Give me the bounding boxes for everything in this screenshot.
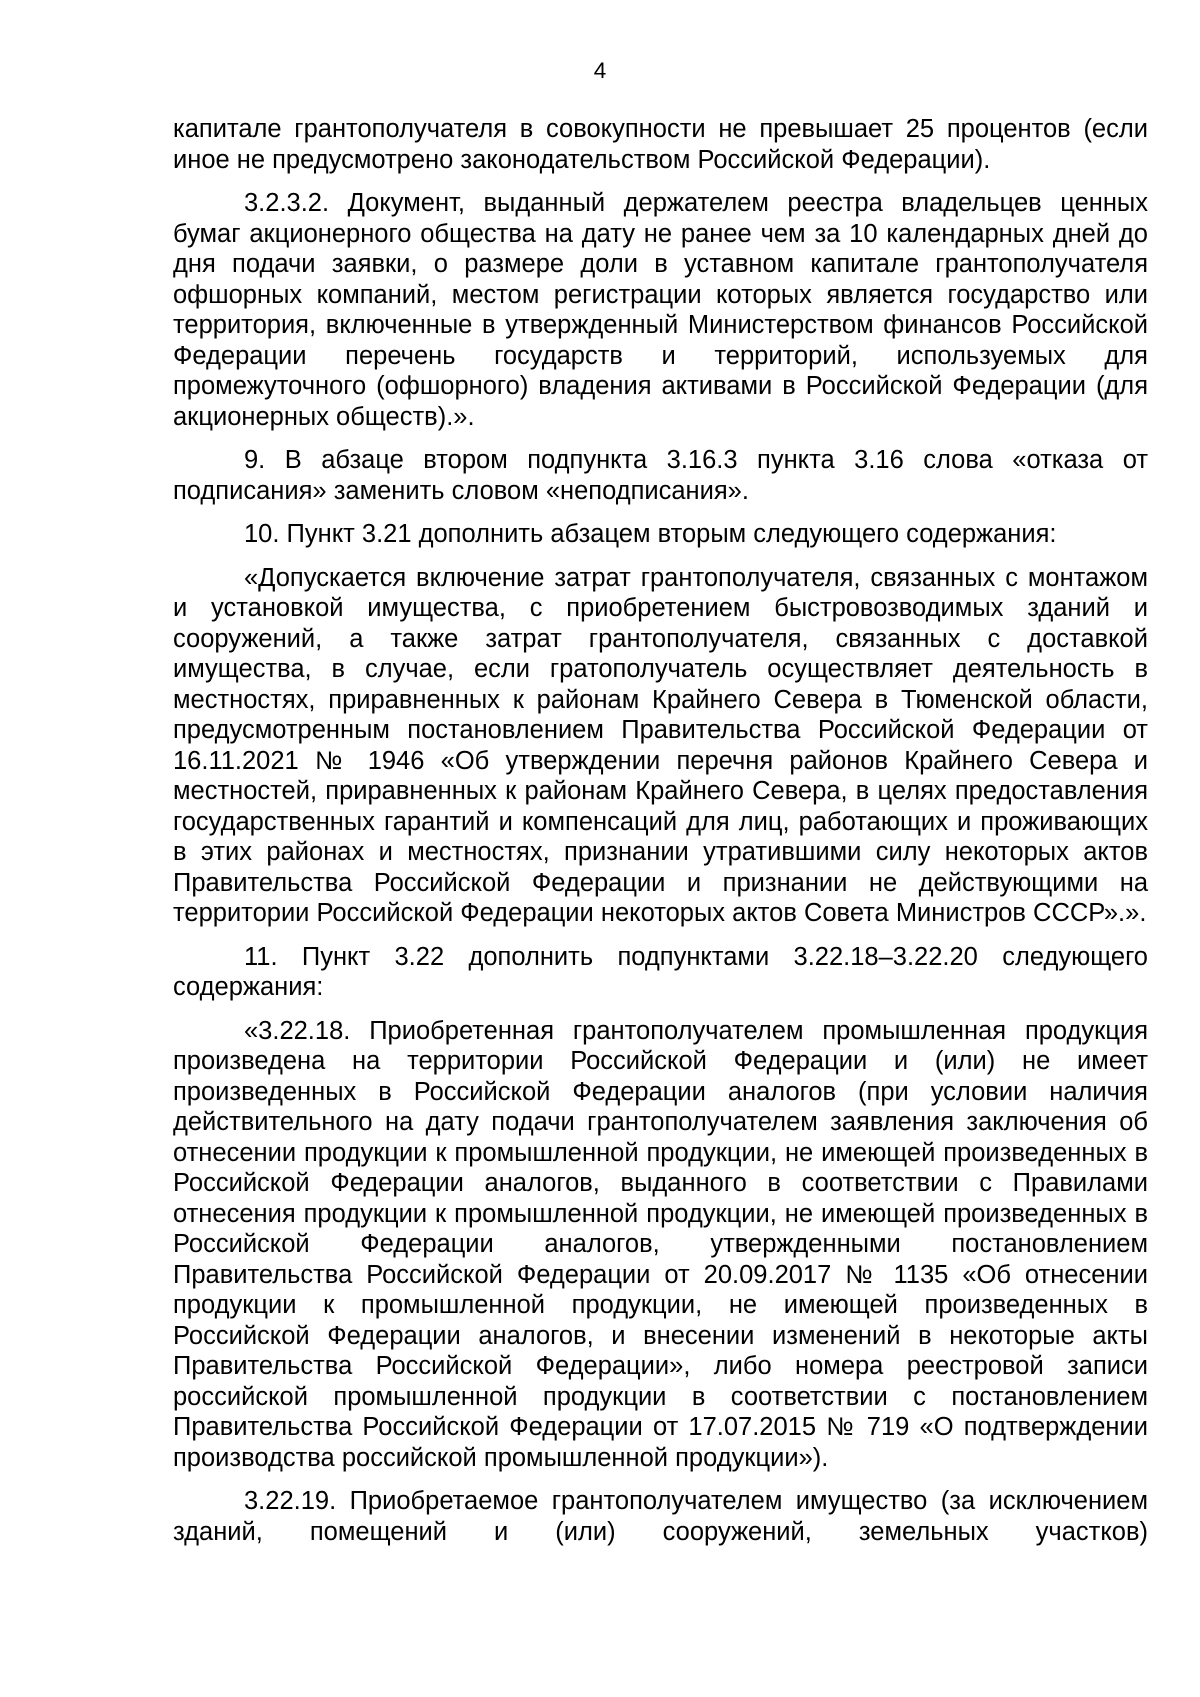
- paragraph-item-10: 10. Пункт 3.21 дополнить абзацем вторым следующего содержания:: [244, 520, 1057, 548]
- paragraph-capital-continuation: капитале грантополучателя в совокупности не превышает 25 процентов (если иное не предусмотрено законодательством Российской Федерации).: [173, 115, 1148, 174]
- paragraph-item-9: 9. В абзаце втором подпункта 3.16.3 пункта 3.16 слова «отказа от подписания» заменить словом «неподписания».: [173, 446, 1148, 505]
- paragraph-item-10-quote: «Допускается включение затрат грантополучателя, связанных с монтажом и установкой имущества, с приобретением быстровозводимых зданий и сооружений, а также затрат грантополучателя, связанных с доставкой имущества, в случае, если гратополучатель осуществляет деятельность в местностях, приравненных к районам Крайнего Севера в Тюменской области, предусмотренным постановлением Правительства Российской Федерации от 16.11.2021 № 1946 «Об утверждении перечня районов Крайнего Севера и местностей, приравненных к районам Крайнего Севера, в целях предоставления государственных гарантий и компенсаций для лиц, работающих и проживающих в этих районах и местностях, признании утратившими силу некоторых актов Правительства Российской Федерации и признании не действующими на территории Российской Федерации некоторых актов Совета Министров СССР».».: [173, 563, 1148, 927]
- paragraph-3-22-19: 3.22.19. Приобретаемое грантополучателем имущество (за исключением зданий, помещений и (или) сооружений, земельных участков): [173, 1487, 1148, 1546]
- page-number: 4: [593, 58, 607, 83]
- paragraph-item-11: 11. Пункт 3.22 дополнить подпунктами 3.22.18–3.22.20 следующего содержания:: [173, 942, 1148, 1001]
- paragraph-3-2-3-2: 3.2.3.2. Документ, выданный держателем реестра владельцев ценных бумаг акционерного общества на дату не ранее чем за 10 календарных дней до дня подачи заявки, о размере доли в уставном капитале грантополучателя офшорных компаний, местом регистрации которых является государство или территория, включенные в утвержденный Министерством финансов Российской Федерации перечень государств и территорий, используемых для промежуточного (офшорного) владения активами в Российской Федерации (для акционерных обществ).».: [173, 189, 1148, 431]
- document-body: [173, 114, 1148, 1560]
- paragraph-3-22-18: «3.22.18. Приобретенная грантополучателем промышленная продукция произведена на территории Российской Федерации и (или) не имеет произведенных в Российской Федерации аналогов (при условии наличия действительного на дату подачи грантополучателем заявления заключения об отнесении продукции к промышленной продукции, не имеющей произведенных в Российской Федерации аналогов, выданного в соответствии с Правилами отнесения продукции к промышленной продукции, не имеющей произведенных в Российской Федерации аналогов, утвержденными постановлением Правительства Российской Федерации от 20.09.2017 № 1135 «Об отнесении продукции к промышленной продукции, не имеющей произведенных в Российской Федерации аналогов, и внесении изменений в некоторые акты Правительства Российской Федерации», либо номера реестровой записи российской промышленной продукции в соответствии с постановлением Правительства Российской Федерации от 17.07.2015 № 719 «О подтверждении производства российской промышленной продукции»).: [173, 1016, 1148, 1472]
